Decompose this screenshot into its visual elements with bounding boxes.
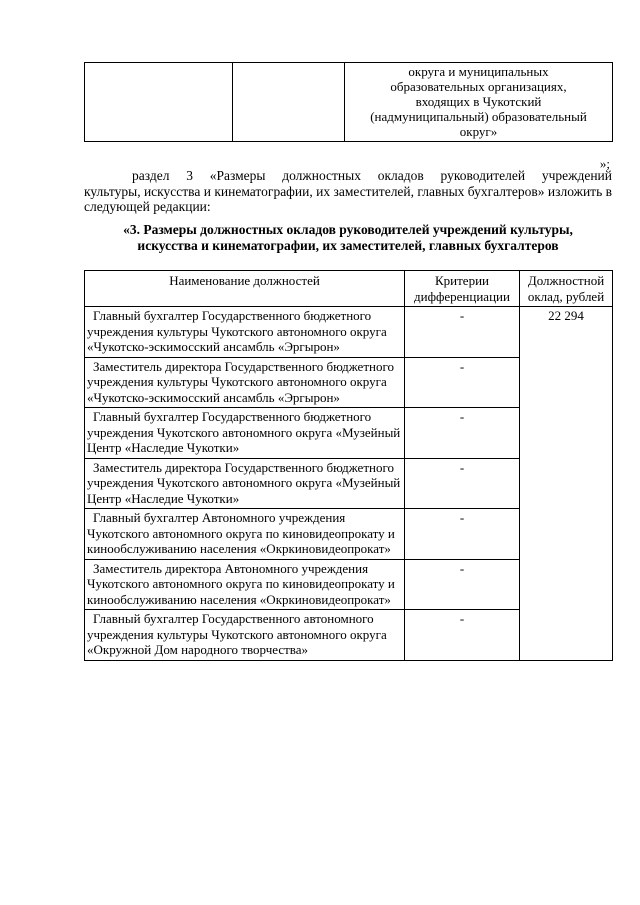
criteria-value: - xyxy=(405,408,520,459)
salary-table xyxy=(84,270,613,661)
previous-table-fragment xyxy=(84,62,613,142)
position-name: Главный бухгалтер Государственного бюджетного учреждения культуры Чукотского автономного округа «Чукотско-эскимосский ансамбль «Эргырон» xyxy=(85,307,405,358)
header-salary: Должностной оклад, рублей xyxy=(520,271,613,307)
position-name: Главный бухгалтер Автономного учреждения Чукотского автономного округа по киновидеопрокату и кинообслуживанию населения «Окркиновидеопрокат» xyxy=(85,509,405,560)
salary-value: 22 294 xyxy=(520,307,613,661)
text-line: округ» xyxy=(459,124,498,139)
criteria-value: - xyxy=(405,610,520,661)
heading-line: искусства и кинематографии, их заместителей, главных бухгалтеров xyxy=(137,238,559,253)
table-row xyxy=(85,307,613,358)
closing-quote-mark: »; xyxy=(599,156,610,171)
empty-cell xyxy=(233,63,345,142)
section-heading xyxy=(84,222,612,254)
paragraph-rest: культуры, искусства и кинематографии, их заместителей, главных бухгалтеров» изложить в следующей редакции: xyxy=(84,183,612,214)
table-cell-text xyxy=(345,63,613,142)
position-name: Заместитель директора Государственного бюджетного учреждения Чукотского автономного округа «Музейный Центр «Наследие Чукотки» xyxy=(85,458,405,509)
table-row xyxy=(85,63,613,142)
empty-cell xyxy=(85,63,233,142)
criteria-value: - xyxy=(405,357,520,408)
table-header-row xyxy=(85,271,613,307)
text-line: входящих в Чукотский xyxy=(415,94,542,109)
position-name: Главный бухгалтер Государственного бюджетного учреждения Чукотского автономного округа «Музейный Центр «Наследие Чукотки» xyxy=(85,408,405,459)
criteria-value: - xyxy=(405,509,520,560)
text-line: (надмуниципальный) образовательный xyxy=(370,109,587,124)
position-name: Заместитель директора Государственного бюджетного учреждения культуры Чукотского автономного округа «Чукотско-эскимосский ансамбль «Эргырон» xyxy=(85,357,405,408)
criteria-value: - xyxy=(405,307,520,358)
position-name: Главный бухгалтер Государственного автономного учреждения культуры Чукотского автономного округа «Окружной Дом народного творчества» xyxy=(85,610,405,661)
heading-line: «3. Размеры должностных окладов руководителей учреждений культуры, xyxy=(123,222,573,237)
criteria-value: - xyxy=(405,458,520,509)
criteria-value: - xyxy=(405,559,520,610)
position-name: Заместитель директора Автономного учреждения Чукотского автономного округа по киновидеопрокату и кинообслуживанию населения «Окркиновидеопрокат» xyxy=(85,559,405,610)
text-line: округа и муниципальных xyxy=(408,64,549,79)
header-position-name: Наименование должностей xyxy=(85,271,405,307)
header-criteria: Критерии дифференциации xyxy=(405,271,520,307)
text-line: образовательных организациях, xyxy=(390,79,567,94)
amendment-paragraph xyxy=(84,168,612,215)
paragraph-first-line: раздел 3 «Размеры должностных окладов руководителей учреждений xyxy=(132,168,612,183)
